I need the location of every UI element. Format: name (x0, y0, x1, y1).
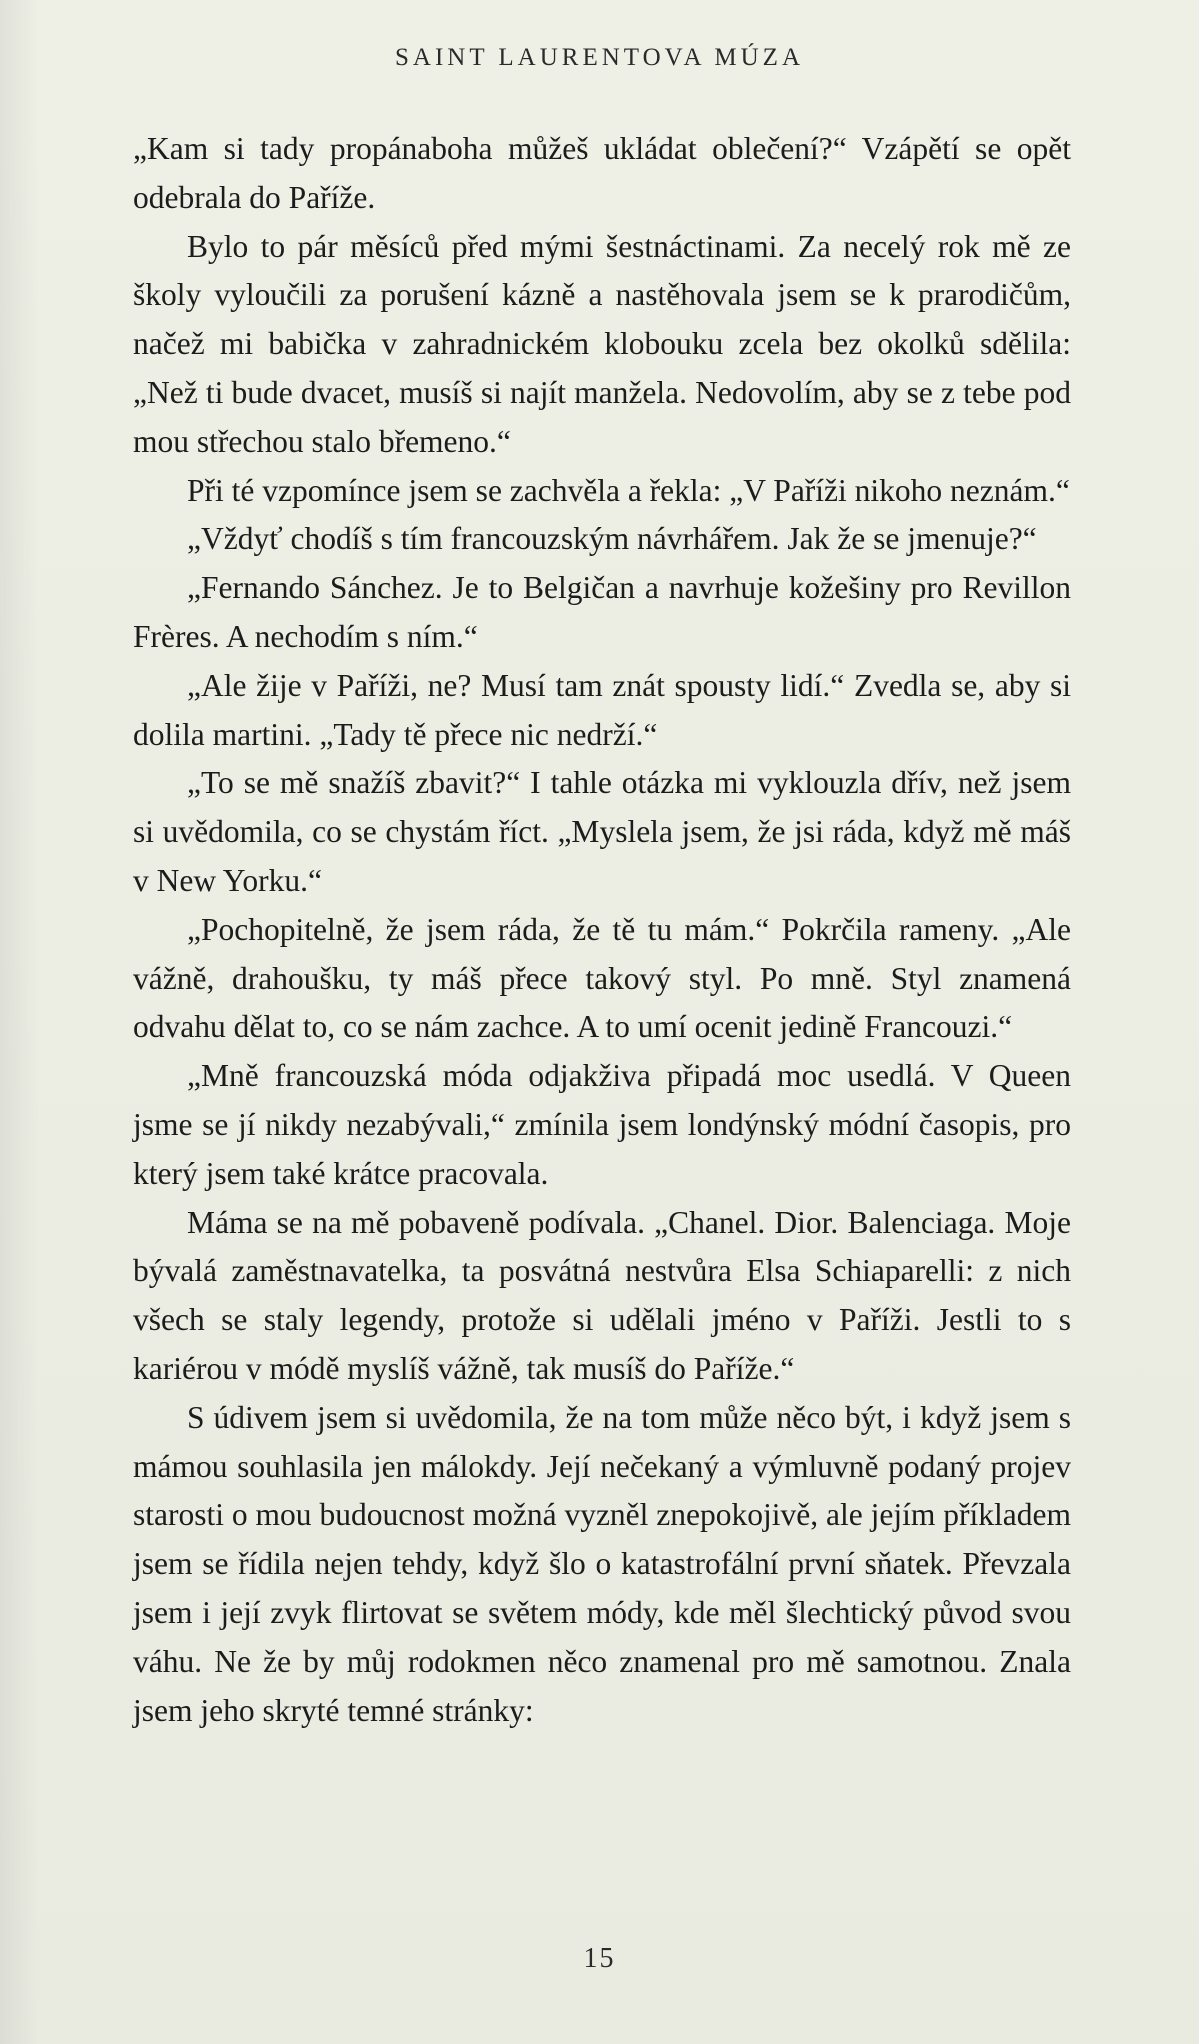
paragraph-8: „Pochopitelně, že jsem ráda, že tě tu mám.“ Pokrčila rameny. „Ale vážně, drahoušku, ty máš přece takový styl. Po mně. Styl znamená odvahu dělat to, co se nám zachce. A to umí ocenit jedině Francouzi.“ (133, 911, 1071, 1045)
paragraph-4: „Vždyť chodíš s tím francouzským návrhářem. Jak že se jmenuje?“ (187, 521, 1037, 557)
body-text (133, 125, 1071, 1735)
paragraph-11: S údivem jsem si uvědomila, že na tom může něco být, i když jsem s mámou souhlasila jen málokdy. Její nečekaný a výmluvně podaný projev starosti o mou budoucnost možná vyzněl znepokojivě, ale jejím příkladem jsem se řídila nejen tehdy, když šlo o katastrofální první sňatek. Převzala jsem i její zvyk flirtovat se světem módy, kde měl šlechtický původ svou váhu. Ne že by můj rodokmen něco znamenal pro mě samotnou. Znala jsem jeho skryté temné stránky: (133, 1399, 1071, 1728)
paragraph-10: Máma se na mě pobaveně podívala. „Chanel. Dior. Balenciaga. Moje bývalá zaměstnavatelka, ta posvátná nestvůra Elsa Schiaparelli: z nich všech se staly legendy, protože si udělali jméno v Paříži. Jestli to s kariérou v módě myslíš vážně, tak musíš do Paříže.“ (133, 1204, 1071, 1386)
paragraph-7: „To se mě snažíš zbavit?“ I tahle otázka mi vyklouzla dřív, než jsem si uvědomila, co se chystám říct. „Myslela jsem, že jsi ráda, když mě máš v New Yorku.“ (133, 765, 1071, 898)
paragraph-6: „Ale žije v Paříži, ne? Musí tam znát spousty lidí.“ Zvedla se, aby si dolila martini. „Tady tě přece nic nedrží.“ (133, 667, 1071, 752)
paragraph-3: Při té vzpomínce jsem se zachvěla a řekla: „V Paříži nikoho neznám.“ (187, 472, 1070, 508)
paragraph-5: „Fernando Sánchez. Je to Belgičan a navrhuje kožešiny pro Revillon Frères. A nechodím s ním.“ (133, 570, 1071, 654)
paragraph-1: „Kam si tady propánaboha můžeš ukládat oblečení?“ Vzápětí se opět odebrala do Paříže. (133, 131, 1071, 215)
page-number: 15 (583, 1943, 616, 1974)
paragraph-9: „Mně francouzská móda odjakživa připadá moc usedlá. V Queen jsme se jí nikdy nezabývali,“ zmínila jsem londýnský módní časopis, pro který jsem také krátce pracovala. (133, 1058, 1071, 1191)
running-header-title: SAINT LAURENTOVA MÚZA (394, 44, 805, 71)
paragraph-2: Bylo to pár měsíců před mými šestnáctinami. Za necelý rok mě ze školy vyloučili za porušení kázně a nastěhovala jsem se k prarodičům, načež mi babička v zahradnickém klobouku zcela bez okolků sdělila: „Než ti bude dvacet, musíš si najít manžela. Nedovolím, aby se z tebe pod mou střechou stalo břemeno.“ (133, 228, 1071, 459)
